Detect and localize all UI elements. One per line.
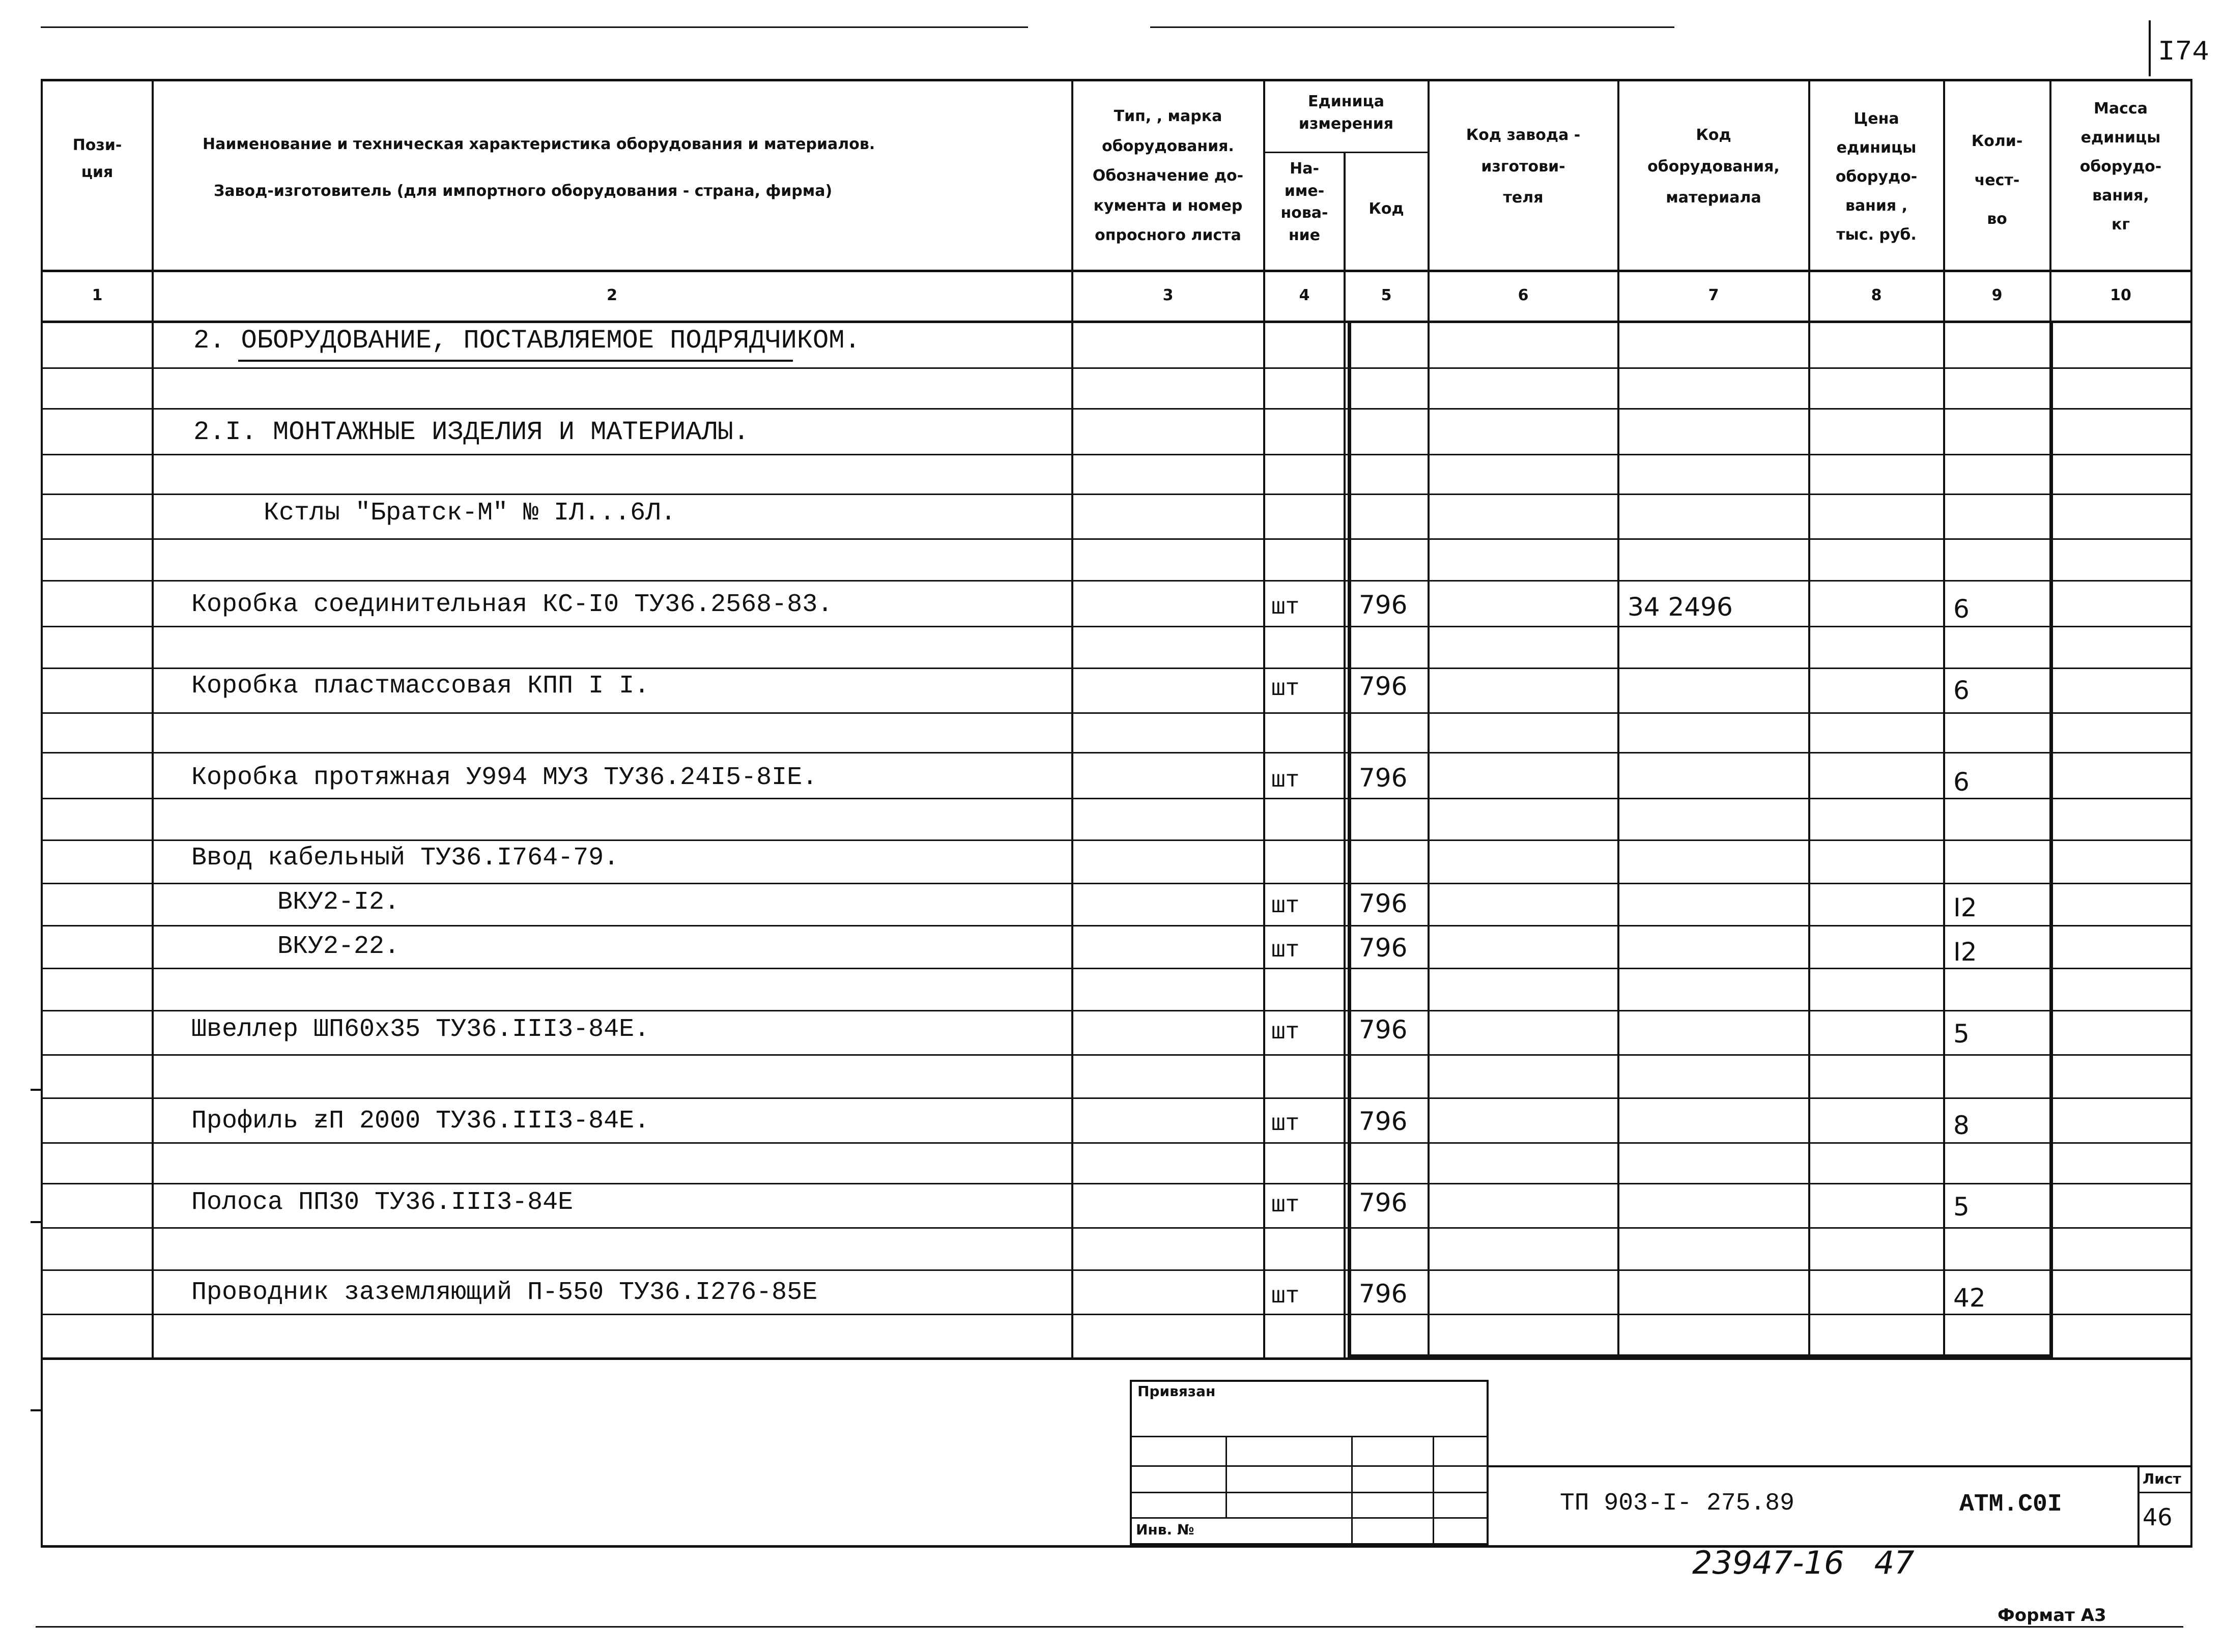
row-line xyxy=(41,752,2192,753)
item-name: Коробка протяжная У994 МУЗ ТУ36.24I5-8IЕ. xyxy=(191,763,818,792)
row-line xyxy=(41,580,2192,582)
item-qty: 6 xyxy=(1953,676,1970,705)
col-line-4 xyxy=(1344,153,1346,1358)
row-line xyxy=(41,883,2192,884)
corner-sheet-number: I74 xyxy=(2158,36,2209,68)
sheet-cell-left xyxy=(2137,1465,2140,1547)
col-line-3 xyxy=(1263,79,1265,1358)
thick-body-bottom xyxy=(1348,1354,2053,1358)
col-line-6 xyxy=(1617,79,1619,1358)
item-unit-code: 796 xyxy=(1359,1015,1408,1045)
item-qty: 8 xyxy=(1953,1111,1970,1140)
item-name: Коробка пластмассовая КПП I I. xyxy=(191,672,650,701)
top-margin-line-left xyxy=(41,26,1028,28)
row-line xyxy=(41,668,2192,669)
item-qty: 6 xyxy=(1953,594,1970,624)
item-name: ВКУ2-I2. xyxy=(277,888,400,917)
title-block-top xyxy=(1487,1465,2192,1467)
item-unit-code: 796 xyxy=(1359,889,1408,918)
subsection-title: 2.I. МОНТАЖНЫЕ ИЗДЕЛИЯ И МАТЕРИАЛЫ. xyxy=(193,417,750,447)
col-line-5 xyxy=(1428,79,1430,1358)
item-name: Проводник заземляющий П-550 ТУ36.I276-85Е xyxy=(191,1278,818,1307)
row-line xyxy=(41,538,2192,540)
item-unit: шт xyxy=(1271,1192,1300,1219)
header-name-line1: Наименование и техническая характеристика оборудования и материалов. xyxy=(203,135,875,153)
item-unit: шт xyxy=(1271,893,1300,919)
bottom-margin-line xyxy=(36,1626,2183,1628)
item-unit: шт xyxy=(1271,1111,1300,1137)
row-line xyxy=(41,1183,2192,1184)
item-qty: 6 xyxy=(1953,767,1970,797)
colnum-6: 6 xyxy=(1518,286,1529,304)
item-unit-code: 796 xyxy=(1359,590,1408,620)
corner-divider xyxy=(2149,20,2151,76)
row-line xyxy=(41,1227,2192,1229)
section-title: 2. ОБОРУДОВАНИЕ, ПОСТАВЛЯЕМОЕ ПОДРЯДЧИКОМ. xyxy=(193,326,861,356)
item-unit: шт xyxy=(1271,594,1300,621)
item-unit: шт xyxy=(1271,1019,1300,1046)
top-margin-line-right xyxy=(1150,26,1674,28)
inv-number-label: Инв. № xyxy=(1136,1521,1194,1538)
item-unit: шт xyxy=(1271,676,1300,702)
margin-tick xyxy=(31,1409,42,1411)
row-line xyxy=(41,1269,2192,1271)
item-name: Профиль ƶП 2000 ТУ36.III3-84Е. xyxy=(191,1107,650,1136)
header-unit-group: Единица измерения xyxy=(1298,93,1394,133)
header-equipment-code: Код оборудования, материала xyxy=(1647,126,1780,207)
sheet-cell-divider xyxy=(2137,1492,2192,1493)
item-qty: 42 xyxy=(1953,1283,1986,1313)
row-line xyxy=(41,494,2192,495)
item-unit-code: 796 xyxy=(1359,763,1408,793)
colnum-1: 1 xyxy=(92,286,103,304)
col-line-7 xyxy=(1808,79,1810,1358)
item-qty: 5 xyxy=(1953,1192,1970,1222)
header-price: Цена единицы оборудо- вания , тыс. руб. xyxy=(1835,110,1918,244)
item-unit-code: 796 xyxy=(1359,1188,1408,1218)
colnum-7: 7 xyxy=(1708,286,1719,304)
header-factory-code: Код завода - изготови- теля xyxy=(1466,126,1581,207)
item-name: Коробка соединительная КС-I0 ТУ36.2568-83. xyxy=(191,590,833,619)
row-line xyxy=(41,454,2192,455)
item-unit-code: 796 xyxy=(1359,672,1408,701)
item-unit-code: 796 xyxy=(1359,1107,1408,1136)
stamp-line xyxy=(1130,1436,1489,1437)
sheet-number: 46 xyxy=(2143,1503,2173,1531)
item-unit-code: 796 xyxy=(1359,933,1408,963)
item-unit: шт xyxy=(1271,1283,1300,1310)
item-material-code: 34 2496 xyxy=(1628,592,1733,622)
row-line xyxy=(41,1142,2192,1144)
handwritten-number: 23947-16 47 xyxy=(1692,1544,1915,1581)
colnum-2: 2 xyxy=(607,286,617,304)
row-line xyxy=(41,712,2192,714)
row-line xyxy=(41,1010,2192,1011)
table-top-border xyxy=(41,79,2192,81)
item-unit-code: 796 xyxy=(1359,1279,1408,1309)
item-name: Полоса ПП30 ТУ36.III3-84Е xyxy=(191,1188,574,1217)
header-quantity: Коли- чест- во xyxy=(1971,132,2023,228)
colnum-8: 8 xyxy=(1871,286,1882,304)
row-line xyxy=(41,408,2192,410)
row-line xyxy=(41,968,2192,969)
item-qty: I2 xyxy=(1953,893,1977,922)
colnum-9: 9 xyxy=(1991,286,2003,304)
row-line xyxy=(41,1097,2192,1099)
stamp-line xyxy=(1130,1465,1489,1467)
colnum-5: 5 xyxy=(1381,286,1392,304)
col-line-1 xyxy=(152,79,154,1358)
header-position: Пози- ция xyxy=(72,136,122,181)
margin-tick xyxy=(31,1221,42,1223)
row-line xyxy=(41,839,2192,841)
row-line xyxy=(41,1054,2192,1056)
header-type: Тип, , марка оборудования. Обозначение до- кумента и номер опросного листа xyxy=(1092,107,1244,244)
stamp-line xyxy=(1130,1517,1489,1519)
item-unit: шт xyxy=(1271,767,1300,794)
item-unit: шт xyxy=(1271,937,1300,964)
item-name: Швеллер ШП60х35 ТУ36.III3-84Е. xyxy=(191,1015,650,1044)
stamp-line xyxy=(1130,1492,1489,1493)
document-number: ТП 903-I- 275.89 xyxy=(1560,1490,1794,1517)
item-qty: 5 xyxy=(1953,1019,1970,1049)
bound-stamp xyxy=(1130,1380,1489,1545)
stamp-col xyxy=(1433,1436,1434,1545)
header-name-line2: Завод-изготовитель (для импортного оборудования - страна, фирма) xyxy=(214,182,833,200)
document-code: АТМ.С0I xyxy=(1959,1491,2062,1518)
row-line xyxy=(41,798,2192,799)
colnum-4: 4 xyxy=(1299,286,1310,304)
stamp-col xyxy=(1351,1436,1353,1545)
item-name: Ввод кабельный ТУ36.I764-79. xyxy=(191,844,619,873)
header-unit-name: На- име- нова- ние xyxy=(1280,160,1328,244)
group-title: Кстлы "Братск-М" № IЛ...6Л. xyxy=(264,499,676,528)
col-line-2 xyxy=(1071,79,1073,1358)
header-mass: Масса единицы оборудо- вания, кг xyxy=(2079,100,2162,234)
frame-right-border xyxy=(2190,79,2192,1547)
col-line-8 xyxy=(1943,79,1945,1358)
row-line xyxy=(41,626,2192,627)
item-qty: I2 xyxy=(1953,937,1977,967)
section-title-underline xyxy=(238,360,793,362)
row-line xyxy=(41,367,2192,369)
header-bottom-border xyxy=(41,270,2192,272)
stamp-col xyxy=(1225,1436,1227,1517)
header-unit-code: Код xyxy=(1368,200,1404,218)
bound-stamp-label: Привязан xyxy=(1137,1383,1216,1400)
colnum-10: 10 xyxy=(2110,286,2131,304)
margin-tick xyxy=(31,1089,42,1091)
row-line xyxy=(41,1314,2192,1315)
colnum-bottom-border xyxy=(41,321,2192,323)
sheet-label: Лист xyxy=(2143,1470,2181,1487)
item-name: ВКУ2-22. xyxy=(277,932,400,961)
unit-group-divider xyxy=(1263,152,1428,153)
row-line xyxy=(41,925,2192,926)
format-label: Формат А3 xyxy=(1998,1605,2106,1626)
colnum-3: 3 xyxy=(1162,286,1174,304)
